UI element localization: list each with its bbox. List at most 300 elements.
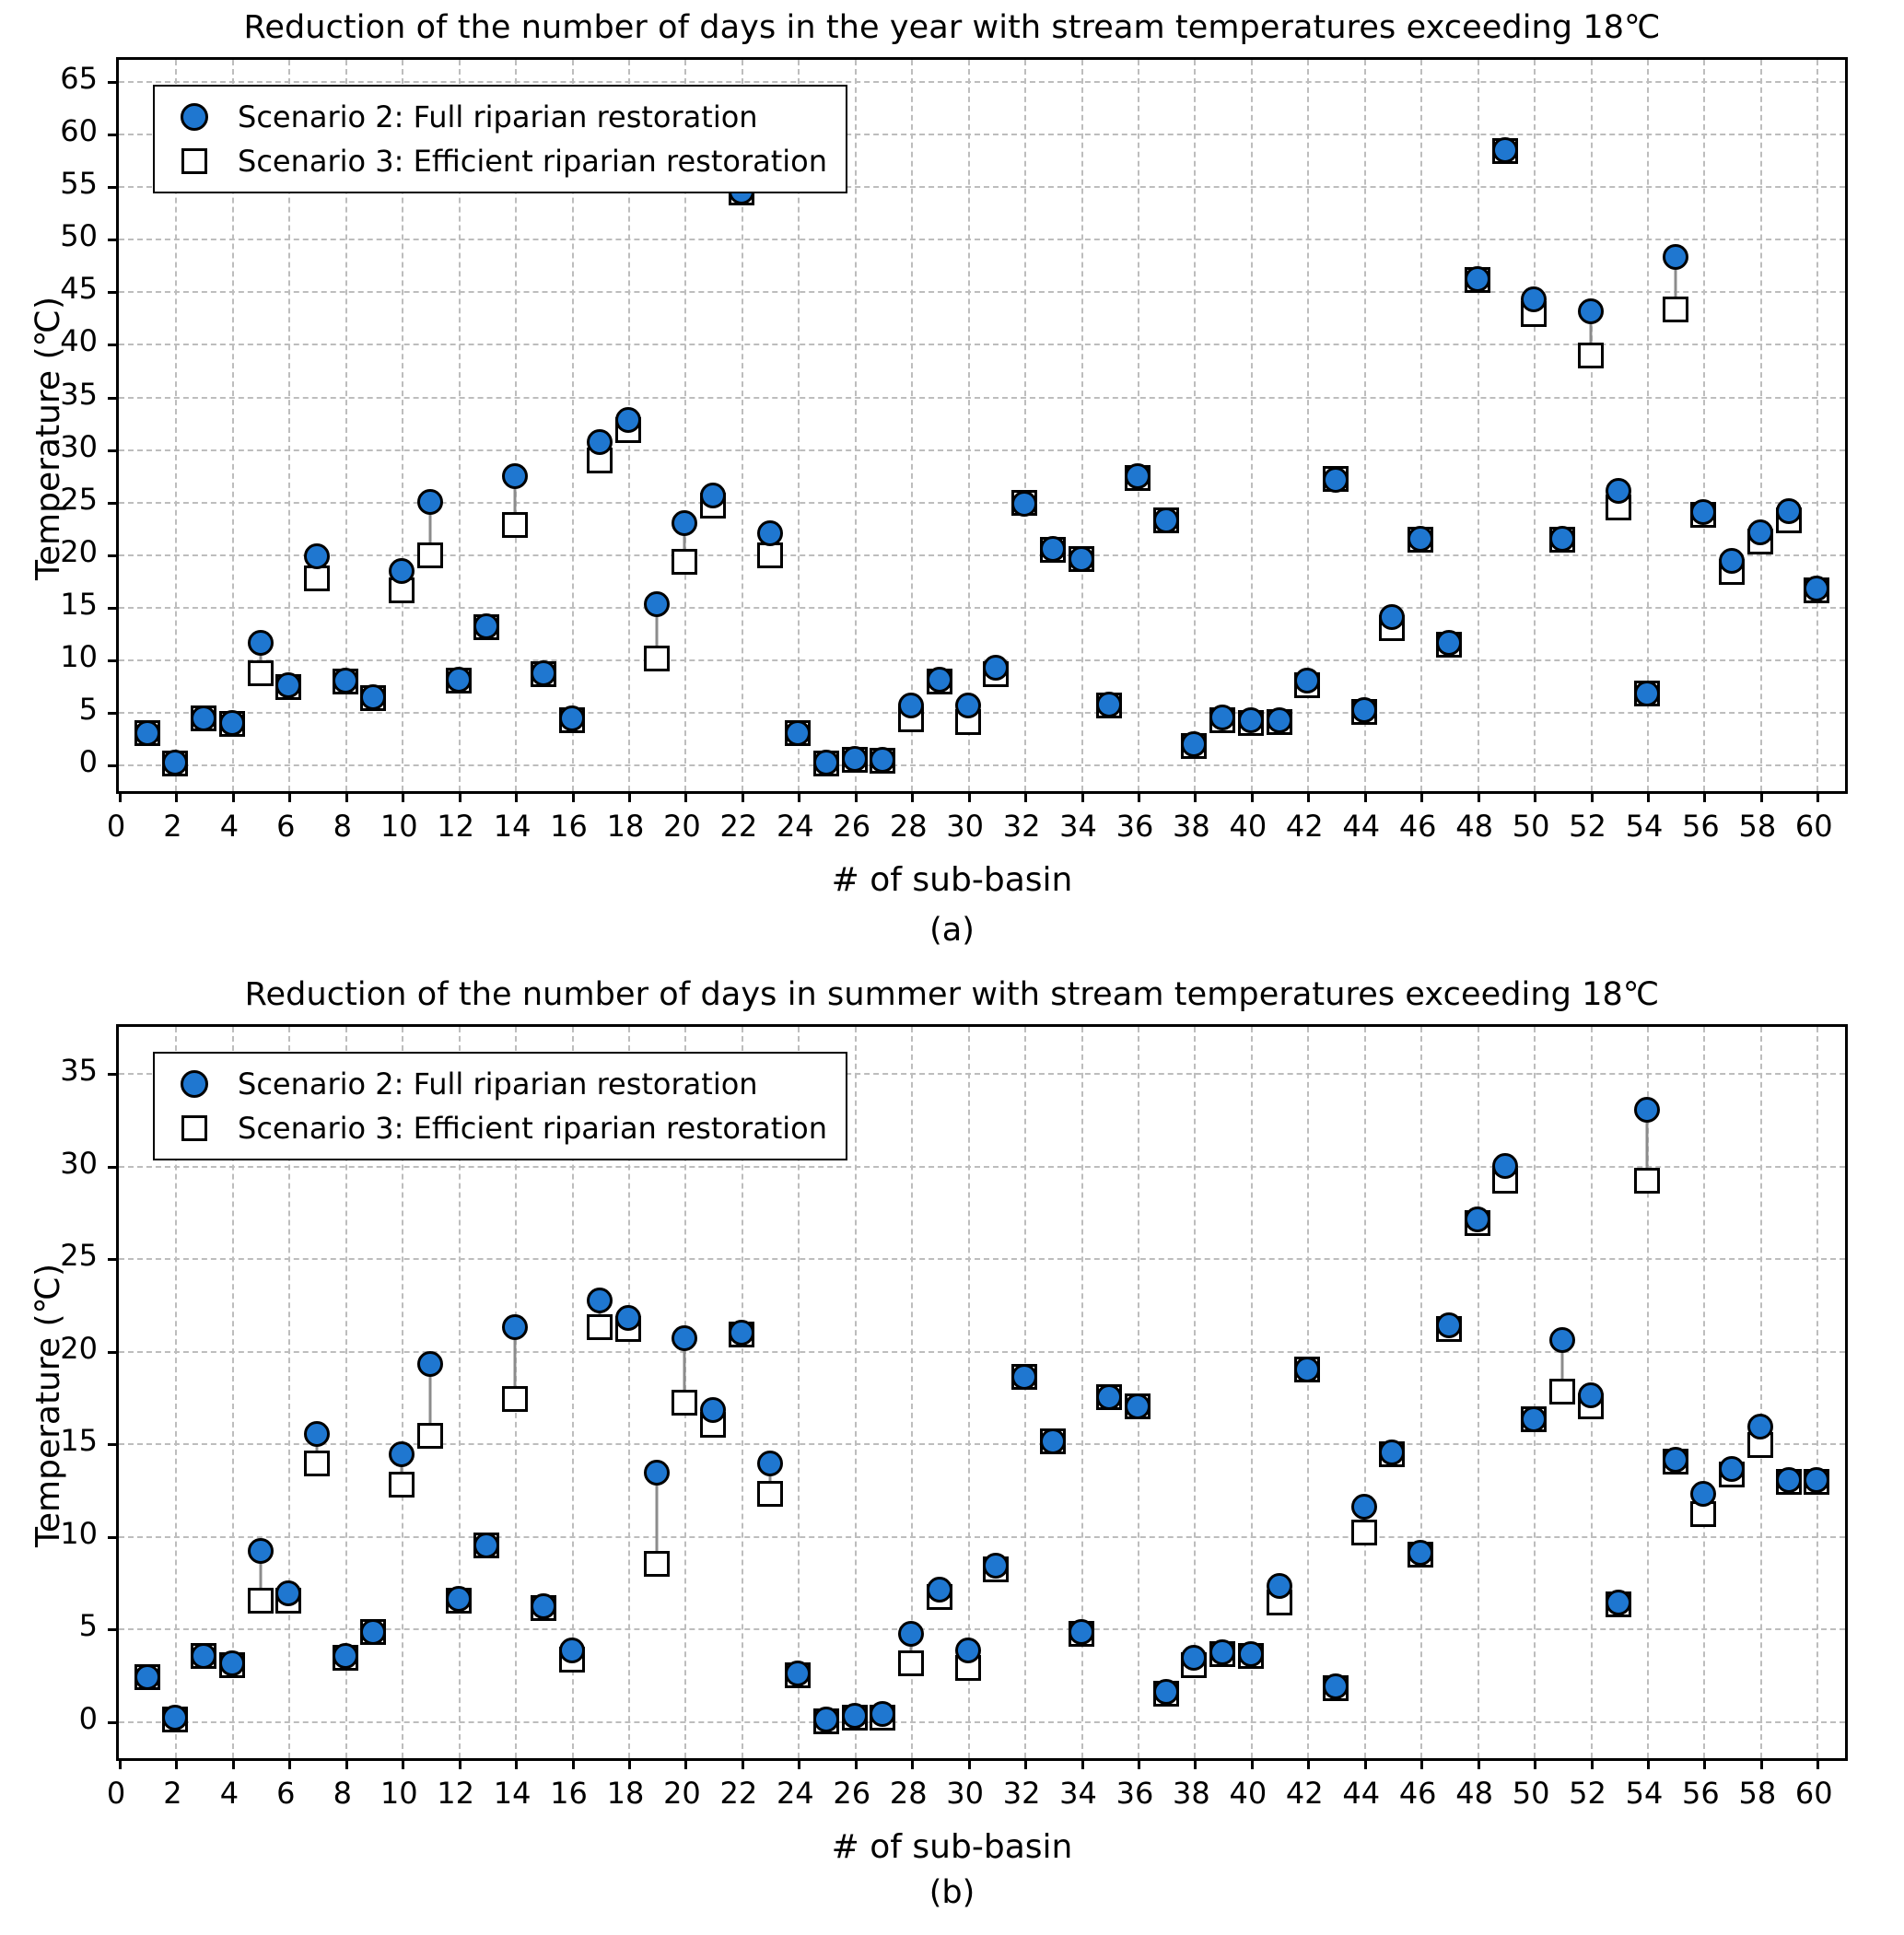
- y-tick-mark: [108, 659, 119, 662]
- data-point-scenario2: [785, 1661, 811, 1686]
- gridline-vertical: [1420, 60, 1422, 791]
- x-axis-label-a: # of sub-basin: [831, 861, 1073, 899]
- x-tick-label: 20: [663, 809, 701, 844]
- x-tick-label: 8: [333, 809, 352, 844]
- chart-title-b: Reduction of the number of days in summer with stream temperatures exceeding 18℃: [244, 976, 1660, 1013]
- y-tick-label: 65: [60, 60, 98, 96]
- data-point-scenario2: [870, 1701, 895, 1727]
- x-tick-label: 30: [946, 1776, 984, 1811]
- data-point-scenario2: [502, 463, 528, 489]
- data-point-scenario2: [1153, 507, 1179, 533]
- data-point-scenario2: [219, 710, 245, 736]
- gridline-vertical: [855, 60, 857, 791]
- gridline-horizontal: [119, 607, 1845, 609]
- x-tick-mark: [742, 791, 744, 802]
- x-tick-label: 8: [333, 1776, 352, 1811]
- x-tick-mark: [1478, 791, 1480, 802]
- data-point-scenario2: [1747, 519, 1773, 545]
- y-tick-label: 40: [60, 323, 98, 359]
- data-point-scenario2: [1719, 1456, 1745, 1482]
- data-point-scenario2: [275, 672, 301, 698]
- data-point-scenario2: [1634, 1097, 1660, 1123]
- data-point-scenario2: [1209, 1639, 1235, 1665]
- y-tick-mark: [108, 502, 119, 505]
- data-point-scenario2: [162, 750, 188, 775]
- x-tick-label: 36: [1116, 809, 1154, 844]
- panel-letter-b: (b): [929, 1874, 975, 1911]
- gridline-vertical: [1816, 60, 1818, 791]
- gridline-vertical: [1703, 1027, 1705, 1758]
- y-tick-mark: [108, 712, 119, 715]
- y-tick-label: 25: [60, 481, 98, 517]
- x-tick-label: 46: [1398, 809, 1437, 844]
- legend-item: [168, 1111, 827, 1146]
- data-point-scenario2: [1096, 1384, 1122, 1410]
- x-tick-mark: [1534, 1758, 1536, 1769]
- y-tick-label: 50: [60, 218, 98, 254]
- data-point-scenario2: [531, 660, 556, 686]
- x-tick-label: 48: [1455, 1776, 1493, 1811]
- data-point-scenario2: [1125, 463, 1151, 489]
- data-point-scenario2: [842, 746, 868, 772]
- data-point-scenario3: [304, 1451, 330, 1476]
- data-point-scenario2: [644, 1460, 670, 1486]
- data-point-scenario2: [1663, 1447, 1688, 1473]
- data-point-scenario2: [473, 613, 499, 639]
- y-tick-mark: [108, 1443, 119, 1446]
- panel-letter-a: (a): [929, 912, 975, 949]
- data-point-scenario2: [446, 1586, 472, 1612]
- x-tick-mark: [345, 791, 348, 802]
- x-tick-label: 58: [1738, 1776, 1777, 1811]
- x-axis-label-b: # of sub-basin: [831, 1828, 1073, 1866]
- x-tick-mark: [1647, 791, 1650, 802]
- data-point-scenario2: [757, 520, 783, 546]
- x-tick-label: 40: [1229, 809, 1267, 844]
- gridline-vertical: [1138, 1027, 1139, 1758]
- x-tick-label: 4: [219, 1776, 239, 1811]
- y-tick-label: 0: [78, 1700, 98, 1736]
- x-tick-mark: [1364, 1758, 1367, 1769]
- legend-label: Scenario 3: Efficient riparian restoration: [238, 1111, 827, 1146]
- x-tick-mark: [515, 1758, 518, 1769]
- y-tick-mark: [108, 1351, 119, 1354]
- plot-wrap-b: [0, 1013, 1904, 1911]
- data-point-scenario2: [813, 1707, 839, 1732]
- x-tick-label: 4: [219, 809, 239, 844]
- gridline-horizontal: [119, 81, 1845, 83]
- data-point-scenario2: [1011, 491, 1037, 517]
- gridline-horizontal: [119, 502, 1845, 504]
- data-point-scenario3: [1549, 1379, 1575, 1405]
- x-tick-mark: [1307, 1758, 1310, 1769]
- data-point-scenario2: [1690, 499, 1716, 525]
- data-point-scenario2: [700, 1397, 726, 1423]
- gridline-vertical: [1816, 1027, 1818, 1758]
- x-tick-mark: [911, 1758, 914, 1769]
- data-point-scenario3: [1634, 1168, 1660, 1194]
- x-tick-mark: [1081, 1758, 1084, 1769]
- x-tick-mark: [345, 1758, 348, 1769]
- data-point-scenario2: [870, 747, 895, 773]
- x-tick-label: 28: [889, 1776, 928, 1811]
- x-tick-label: 34: [1059, 809, 1097, 844]
- gridline-vertical: [1760, 1027, 1762, 1758]
- data-point-scenario3: [672, 549, 697, 575]
- x-tick-mark: [1760, 1758, 1763, 1769]
- data-point-scenario3: [757, 542, 783, 568]
- data-point-scenario2: [1238, 707, 1264, 733]
- x-tick-mark: [1420, 791, 1423, 802]
- data-point-scenario2: [559, 1638, 585, 1663]
- y-tick-mark: [108, 344, 119, 346]
- data-point-scenario3: [898, 1650, 924, 1676]
- data-point-scenario2: [1267, 1573, 1292, 1599]
- x-tick-label: 50: [1512, 1776, 1550, 1811]
- data-point-scenario3: [672, 1390, 697, 1416]
- y-tick-label: 20: [60, 533, 98, 569]
- data-point-scenario2: [842, 1703, 868, 1729]
- x-tick-label: 32: [1002, 809, 1041, 844]
- x-tick-mark: [1591, 791, 1594, 802]
- data-point-scenario2: [813, 750, 839, 775]
- data-point-scenario2: [672, 1325, 697, 1351]
- data-point-scenario2: [1492, 137, 1518, 163]
- x-tick-label: 52: [1569, 809, 1606, 844]
- y-tick-mark: [108, 1073, 119, 1076]
- data-point-scenario3: [389, 1472, 415, 1498]
- x-tick-label: 26: [833, 809, 871, 844]
- data-point-scenario2: [927, 667, 952, 693]
- data-point-scenario2: [134, 1664, 160, 1690]
- gridline-vertical: [1534, 60, 1536, 791]
- x-tick-mark: [1647, 1758, 1650, 1769]
- legend-item: [168, 144, 827, 179]
- gridline-vertical: [1081, 60, 1083, 791]
- legend-a: [153, 85, 847, 193]
- data-point-scenario2: [1804, 576, 1829, 601]
- data-point-scenario2: [1069, 546, 1094, 572]
- legend-b: [153, 1052, 847, 1160]
- plot-wrap-a: [0, 46, 1904, 949]
- legend-label: Scenario 2: Full riparian restoration: [238, 99, 758, 134]
- data-point-scenario2: [1663, 244, 1688, 270]
- legend-label: Scenario 2: Full riparian restoration: [238, 1067, 758, 1102]
- gridline-horizontal: [119, 764, 1845, 766]
- x-tick-mark: [402, 791, 404, 802]
- y-tick-label: 20: [60, 1330, 98, 1366]
- y-tick-mark: [108, 554, 119, 557]
- y-tick-label: 10: [60, 639, 98, 675]
- data-point-scenario3: [1351, 1520, 1377, 1545]
- y-axis-label-a: Temperature (℃): [29, 296, 67, 580]
- data-point-scenario2: [1408, 526, 1433, 552]
- y-tick-label: 30: [60, 1145, 98, 1181]
- y-tick-label: 15: [60, 587, 98, 623]
- gridline-horizontal: [119, 1721, 1845, 1723]
- data-point-scenario2: [304, 543, 330, 569]
- data-point-scenario2: [360, 1619, 386, 1645]
- y-axis-label-b: Temperature (℃): [29, 1263, 67, 1547]
- x-tick-label: 42: [1285, 809, 1324, 844]
- x-tick-mark: [459, 1758, 461, 1769]
- x-tick-mark: [288, 791, 291, 802]
- gridline-horizontal: [119, 1351, 1845, 1353]
- y-tick-mark: [108, 186, 119, 189]
- data-point-scenario2: [1096, 692, 1122, 717]
- chart-panel-a: [0, 0, 1904, 967]
- x-tick-label: 42: [1285, 1776, 1324, 1811]
- x-tick-label: 52: [1569, 1776, 1606, 1811]
- legend-item: [168, 1067, 827, 1102]
- data-point-scenario2: [1379, 604, 1405, 630]
- x-tick-mark: [402, 1758, 404, 1769]
- gridline-horizontal: [119, 1166, 1845, 1168]
- gridline-horizontal: [119, 291, 1845, 293]
- data-point-scenario2: [333, 1643, 358, 1669]
- x-tick-label: 54: [1625, 809, 1664, 844]
- x-tick-mark: [1138, 1758, 1140, 1769]
- data-point-scenario2: [729, 1320, 754, 1346]
- x-tick-label: 6: [276, 809, 296, 844]
- data-point-scenario3: [1663, 297, 1688, 322]
- data-point-scenario2: [1492, 1153, 1518, 1179]
- data-point-scenario2: [134, 720, 160, 746]
- data-point-scenario3: [1578, 343, 1604, 368]
- x-tick-label: 38: [1173, 809, 1210, 844]
- x-tick-label: 22: [719, 809, 758, 844]
- data-point-scenario2: [1153, 1679, 1179, 1705]
- x-tick-mark: [798, 1758, 800, 1769]
- data-point-scenario2: [1776, 1467, 1802, 1493]
- data-point-scenario2: [559, 705, 585, 731]
- x-tick-mark: [911, 791, 914, 802]
- gridline-vertical: [1024, 1027, 1026, 1758]
- data-point-scenario2: [1578, 298, 1604, 324]
- x-tick-mark: [1478, 1758, 1480, 1769]
- data-point-scenario2: [1069, 1619, 1094, 1645]
- y-tick-mark: [108, 1536, 119, 1539]
- scenario2-circle-icon: [168, 1070, 221, 1098]
- gridline-vertical: [1138, 60, 1139, 791]
- x-tick-mark: [572, 791, 575, 802]
- x-tick-mark: [855, 791, 858, 802]
- y-tick-mark: [108, 1258, 119, 1261]
- data-point-scenario2: [1436, 1312, 1462, 1338]
- x-tick-mark: [628, 1758, 631, 1769]
- gridline-vertical: [1194, 60, 1196, 791]
- x-tick-mark: [855, 1758, 858, 1769]
- y-tick-label: 45: [60, 271, 98, 307]
- x-tick-mark: [1364, 791, 1367, 802]
- x-tick-mark: [684, 1758, 687, 1769]
- y-tick-mark: [108, 239, 119, 241]
- gridline-vertical: [1478, 1027, 1479, 1758]
- gridline-horizontal: [119, 449, 1845, 451]
- x-tick-mark: [1138, 791, 1140, 802]
- x-tick-mark: [1194, 1758, 1197, 1769]
- x-tick-label: 18: [606, 1776, 645, 1811]
- data-point-scenario2: [333, 668, 358, 694]
- x-tick-label: 56: [1682, 1776, 1720, 1811]
- gridline-vertical: [1478, 60, 1479, 791]
- y-tick-label: 15: [60, 1423, 98, 1459]
- x-tick-label: 18: [606, 809, 645, 844]
- x-tick-label: 16: [550, 1776, 588, 1811]
- data-point-scenario2: [502, 1314, 528, 1340]
- x-tick-label: 12: [437, 809, 474, 844]
- x-tick-label: 16: [550, 809, 588, 844]
- data-point-scenario2: [1294, 1357, 1320, 1382]
- gridline-vertical: [1364, 60, 1366, 791]
- x-tick-mark: [1081, 791, 1084, 802]
- data-point-scenario2: [1465, 1206, 1490, 1232]
- x-tick-mark: [175, 791, 178, 802]
- data-point-scenario2: [587, 429, 613, 455]
- x-tick-label: 0: [106, 1776, 126, 1811]
- data-point-scenario2: [700, 483, 726, 508]
- data-point-scenario2: [1606, 1590, 1631, 1615]
- y-tick-mark: [108, 449, 119, 452]
- x-tick-mark: [1816, 791, 1819, 802]
- x-tick-mark: [968, 1758, 971, 1769]
- gridline-horizontal: [119, 397, 1845, 399]
- data-point-scenario2: [1804, 1467, 1829, 1493]
- data-point-scenario2: [1634, 681, 1660, 706]
- x-tick-label: 60: [1794, 809, 1833, 844]
- y-tick-mark: [108, 1166, 119, 1169]
- scenario3-square-icon: [168, 148, 221, 174]
- x-tick-mark: [1024, 1758, 1027, 1769]
- gridline-horizontal: [119, 239, 1845, 240]
- x-tick-mark: [1703, 1758, 1706, 1769]
- data-point-scenario3: [757, 1481, 783, 1507]
- gridline-vertical: [1534, 1027, 1536, 1758]
- data-point-scenario2: [417, 1351, 443, 1377]
- x-tick-mark: [459, 791, 461, 802]
- data-point-scenario2: [1181, 731, 1207, 757]
- x-tick-label: 12: [437, 1776, 474, 1811]
- y-tick-label: 10: [60, 1515, 98, 1551]
- y-tick-mark: [108, 397, 119, 400]
- x-tick-label: 26: [833, 1776, 871, 1811]
- data-point-scenario2: [672, 510, 697, 536]
- data-point-scenario2: [1040, 1428, 1066, 1454]
- y-tick-label: 5: [78, 692, 98, 728]
- gridline-vertical: [1251, 60, 1253, 791]
- data-point-scenario2: [1747, 1414, 1773, 1440]
- x-tick-mark: [1307, 791, 1310, 802]
- data-point-scenario2: [1209, 705, 1235, 730]
- data-point-scenario2: [360, 684, 386, 710]
- x-tick-mark: [684, 791, 687, 802]
- data-point-scenario2: [955, 693, 981, 718]
- x-tick-label: 46: [1398, 1776, 1437, 1811]
- x-tick-label: 2: [163, 809, 182, 844]
- x-tick-mark: [232, 1758, 235, 1769]
- x-tick-mark: [572, 1758, 575, 1769]
- data-point-scenario2: [1379, 1440, 1405, 1465]
- gridline-vertical: [1591, 60, 1593, 791]
- data-point-scenario2: [955, 1638, 981, 1663]
- data-point-scenario2: [1238, 1641, 1264, 1667]
- y-tick-label: 35: [60, 376, 98, 412]
- data-point-scenario2: [615, 407, 641, 433]
- data-point-scenario2: [389, 558, 415, 584]
- x-tick-label: 58: [1738, 809, 1777, 844]
- x-tick-label: 32: [1002, 1776, 1041, 1811]
- data-point-scenario2: [1578, 1382, 1604, 1408]
- x-tick-label: 24: [776, 809, 814, 844]
- data-point-scenario3: [502, 1386, 528, 1412]
- gridline-vertical: [968, 60, 970, 791]
- y-tick-label: 35: [60, 1053, 98, 1089]
- x-tick-mark: [1760, 791, 1763, 802]
- data-point-scenario2: [1125, 1393, 1151, 1419]
- data-point-scenario2: [304, 1421, 330, 1447]
- x-tick-mark: [119, 791, 122, 802]
- data-point-scenario2: [983, 655, 1009, 681]
- x-tick-mark: [1420, 1758, 1423, 1769]
- data-point-scenario2: [248, 1538, 274, 1564]
- scenario2-circle-icon: [168, 103, 221, 131]
- data-point-scenario3: [417, 542, 443, 568]
- y-tick-mark: [108, 291, 119, 294]
- x-tick-label: 36: [1116, 1776, 1154, 1811]
- data-point-scenario2: [1549, 1327, 1575, 1353]
- x-tick-mark: [1024, 791, 1027, 802]
- data-point-scenario2: [473, 1533, 499, 1558]
- data-point-scenario2: [1549, 526, 1575, 552]
- x-tick-label: 56: [1682, 809, 1720, 844]
- chart-panel-b: [0, 967, 1904, 1934]
- y-tick-mark: [108, 134, 119, 136]
- data-point-scenario3: [304, 565, 330, 591]
- data-point-scenario2: [275, 1580, 301, 1606]
- chart-title-a: Reduction of the number of days in the year with stream temperatures exceeding 18℃: [243, 9, 1661, 46]
- x-tick-mark: [968, 791, 971, 802]
- x-tick-mark: [119, 1758, 122, 1769]
- x-tick-label: 14: [493, 1776, 531, 1811]
- data-point-scenario2: [587, 1288, 613, 1313]
- x-tick-label: 10: [380, 809, 418, 844]
- x-tick-mark: [1251, 1758, 1254, 1769]
- x-tick-mark: [1194, 791, 1197, 802]
- legend-item: [168, 99, 827, 134]
- data-point-scenario2: [191, 1643, 216, 1669]
- scenario3-square-icon: [168, 1115, 221, 1141]
- data-point-scenario2: [1719, 548, 1745, 574]
- data-point-scenario2: [1011, 1364, 1037, 1390]
- data-point-scenario2: [785, 720, 811, 746]
- gridline-vertical: [1760, 60, 1762, 791]
- data-point-scenario2: [219, 1650, 245, 1676]
- x-tick-label: 54: [1625, 1776, 1664, 1811]
- data-point-scenario2: [1465, 266, 1490, 292]
- x-tick-label: 34: [1059, 1776, 1097, 1811]
- data-point-scenario2: [1690, 1481, 1716, 1507]
- x-tick-label: 40: [1229, 1776, 1267, 1811]
- x-tick-label: 0: [106, 809, 126, 844]
- data-point-scenario2: [1267, 707, 1292, 733]
- x-tick-label: 22: [719, 1776, 758, 1811]
- x-tick-mark: [515, 791, 518, 802]
- x-tick-label: 44: [1342, 809, 1381, 844]
- data-point-scenario2: [898, 1621, 924, 1647]
- data-point-scenario2: [1436, 630, 1462, 656]
- data-point-scenario2: [1351, 697, 1377, 723]
- gridline-horizontal: [119, 712, 1845, 714]
